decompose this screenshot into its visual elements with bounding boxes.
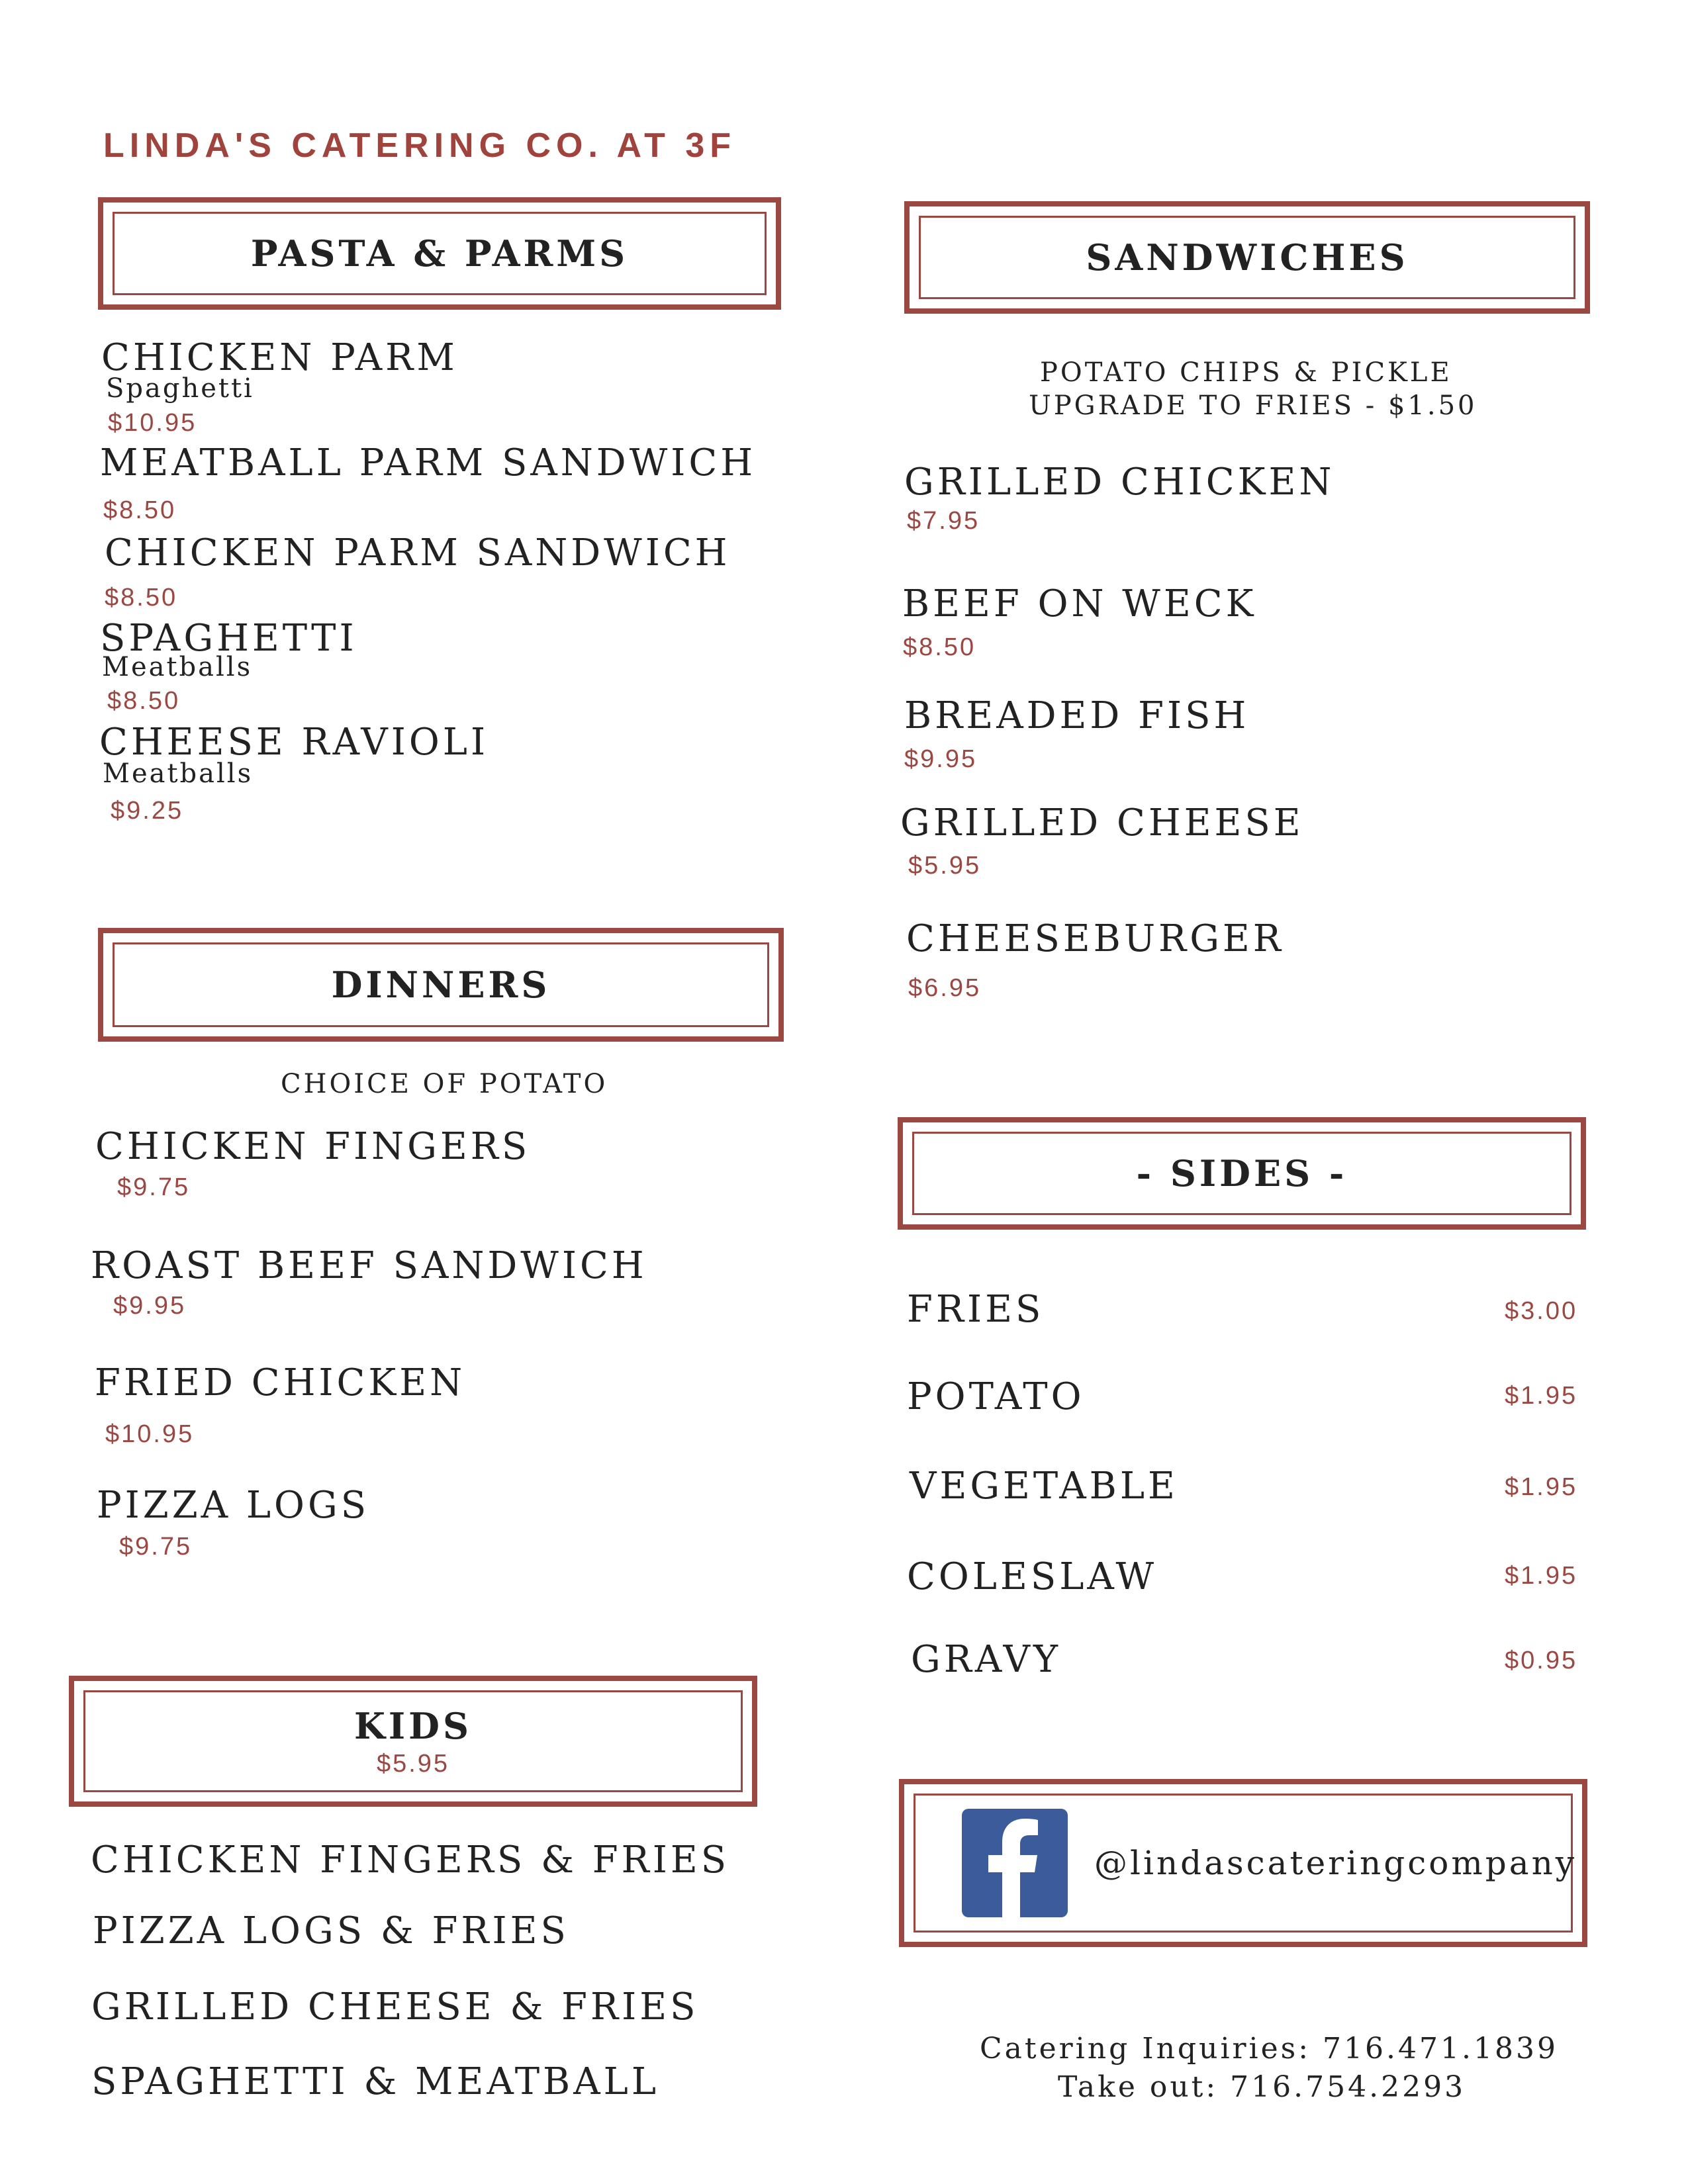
- kids-item: PIZZA LOGS & FRIES: [93, 1909, 569, 1952]
- pasta-item-price: $8.50: [103, 496, 177, 524]
- pasta-item-sub: Spaghetti: [106, 373, 254, 404]
- side-item-name: COLESLAW: [907, 1555, 1158, 1598]
- pasta-header-inner: [113, 212, 767, 295]
- social-box: [899, 1779, 1587, 1947]
- side-item-name: VEGETABLE: [910, 1465, 1178, 1508]
- dinner-item-price: $9.75: [119, 1533, 193, 1561]
- facebook-f-glyph: [962, 1809, 1068, 1917]
- sandwich-item-name: CHEESEBURGER: [906, 917, 1284, 960]
- kids-header-box: [69, 1676, 757, 1807]
- kids-section-title: KIDS: [353, 1704, 473, 1747]
- takeout-phone: Take out: 716.754.2293: [1058, 2070, 1466, 2104]
- social-box-inner: [914, 1794, 1577, 1933]
- pasta-item-name: MEATBALL PARM SANDWICH: [100, 441, 757, 484]
- facebook-handle[interactable]: @lindascateringcompany: [1094, 1844, 1577, 1882]
- sandwich-item-price: $8.50: [903, 633, 976, 661]
- sides-header-inner: [912, 1132, 1571, 1215]
- sandwich-item-name: BREADED FISH: [904, 694, 1250, 737]
- dinner-item-name: FRIED CHICKEN: [95, 1361, 466, 1404]
- sandwiches-header-box: [904, 201, 1590, 314]
- sides-section-title: - SIDES -: [1136, 1152, 1348, 1195]
- pasta-item-name: CHICKEN PARM: [101, 336, 458, 379]
- side-item-name: POTATO: [907, 1375, 1085, 1418]
- pasta-item-name: CHEESE RAVIOLI: [99, 721, 489, 764]
- dinners-note: CHOICE OF POTATO: [281, 1069, 608, 1099]
- side-item-price: $1.95: [1505, 1382, 1578, 1410]
- sandwiches-note-line2: UPGRADE TO FRIES - $1.50: [1029, 390, 1477, 421]
- kids-header-inner: [83, 1690, 743, 1792]
- pasta-item-name: SPAGHETTI: [100, 617, 357, 660]
- pasta-header-box: [98, 197, 781, 310]
- dinner-item-price: $9.75: [117, 1173, 191, 1201]
- side-item-price: $0.95: [1505, 1647, 1578, 1674]
- brand-title: LINDA'S CATERING CO. AT 3F: [103, 126, 737, 165]
- pasta-item-price: $10.95: [108, 409, 197, 437]
- sandwich-item-price: $7.95: [907, 507, 980, 535]
- pasta-section-title: PASTA & PARMS: [250, 232, 629, 275]
- sandwich-item-price: $9.95: [904, 745, 978, 773]
- side-item-name: FRIES: [907, 1288, 1045, 1331]
- side-item-price: $1.95: [1505, 1562, 1578, 1590]
- kids-item: SPAGHETTI & MEATBALL: [91, 2060, 660, 2103]
- kids-item: CHICKEN FINGERS & FRIES: [91, 1839, 730, 1882]
- catering-inquiries: Catering Inquiries: 716.471.1839: [980, 2032, 1558, 2066]
- dinner-item-name: ROAST BEEF SANDWICH: [91, 1244, 647, 1287]
- dinner-item-name: PIZZA LOGS: [97, 1484, 370, 1527]
- dinner-item-price: $9.95: [113, 1292, 187, 1320]
- pasta-item-price: $8.50: [105, 584, 178, 612]
- side-item-price: $3.00: [1505, 1297, 1578, 1325]
- pasta-item-name: CHICKEN PARM SANDWICH: [105, 531, 731, 574]
- kids-price: $5.95: [376, 1749, 450, 1778]
- sandwich-item-name: GRILLED CHEESE: [900, 801, 1304, 844]
- sides-header-box: [898, 1117, 1586, 1230]
- sandwiches-header-inner: [919, 216, 1575, 299]
- dinners-header-box: [98, 928, 784, 1042]
- kids-item: GRILLED CHEESE & FRIES: [91, 1985, 699, 2028]
- side-item-price: $1.95: [1505, 1473, 1578, 1501]
- dinners-header-inner: [113, 942, 769, 1027]
- dinner-item-name: CHICKEN FINGERS: [95, 1125, 531, 1168]
- dinners-section-title: DINNERS: [331, 964, 551, 1006]
- pasta-item-price: $9.25: [111, 797, 184, 825]
- dinner-item-price: $10.95: [105, 1420, 195, 1448]
- facebook-icon[interactable]: [962, 1809, 1068, 1917]
- sandwiches-section-title: SANDWICHES: [1086, 236, 1409, 279]
- sandwich-item-price: $5.95: [908, 852, 982, 880]
- side-item-name: GRAVY: [911, 1638, 1061, 1681]
- pasta-item-sub: Meatballs: [103, 758, 254, 789]
- sandwich-item-name: GRILLED CHICKEN: [904, 461, 1335, 504]
- sandwiches-note-line1: POTATO CHIPS & PICKLE: [1040, 357, 1452, 388]
- sandwich-item-price: $6.95: [908, 974, 982, 1002]
- pasta-item-price: $8.50: [107, 687, 181, 715]
- pasta-item-sub: Meatballs: [102, 652, 253, 682]
- sandwich-item-name: BEEF ON WECK: [902, 582, 1257, 625]
